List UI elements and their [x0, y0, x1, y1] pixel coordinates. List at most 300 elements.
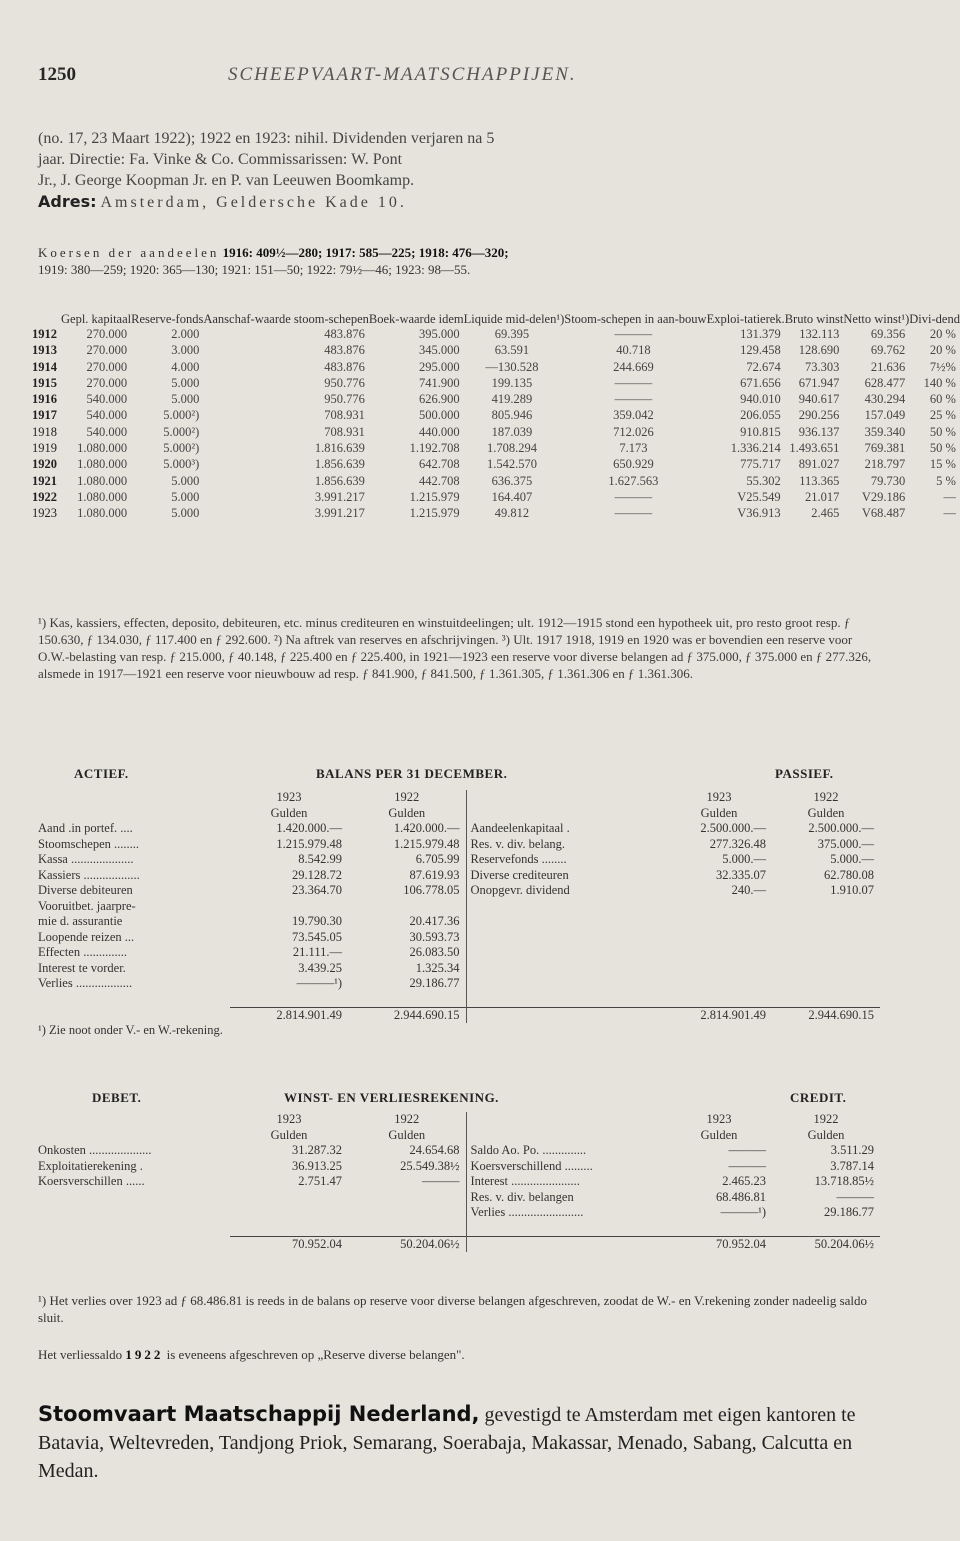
table-cell: 2.465 [811, 506, 840, 521]
table-row [32, 424, 960, 440]
table-cell: 2.000 [171, 327, 200, 341]
asset-label: Kassa .................... [38, 852, 134, 866]
unit-label: Gulden [807, 805, 845, 820]
debit-value: 2.751.47 [298, 1174, 342, 1188]
total-value: 2.944.690.15 [348, 1007, 466, 1023]
table-cell: ——— [614, 506, 653, 521]
unit-label: Gulden [388, 805, 426, 820]
unit-label: Gulden [807, 1127, 845, 1142]
table-cell: 187.039 [491, 424, 533, 439]
table-cell: 69.762 [870, 343, 906, 358]
table-row [38, 1128, 880, 1144]
liability-label: Aandeelenkapitaal . [466, 821, 666, 837]
empty-cell [466, 899, 666, 915]
table-cell: 4.000 [171, 359, 200, 374]
table-cell: 164.407 [491, 489, 533, 504]
table-cell: 3.991.217 [314, 489, 365, 504]
table-row [32, 407, 960, 423]
empty-cell [38, 1007, 230, 1023]
table-cell: 769.381 [864, 441, 906, 456]
table-cell: 650.929 [613, 457, 654, 472]
table-row [38, 1236, 880, 1252]
table-cell: 79.730 [870, 473, 906, 488]
empty-cell [38, 1128, 230, 1144]
table-cell: 359.042 [613, 408, 654, 423]
liability-value: 375.000.— [817, 836, 874, 851]
pl-note-2-year: 1922 [125, 1347, 164, 1362]
total-value: 70.952.04 [230, 1236, 348, 1252]
year-cell: 1913 [32, 343, 57, 358]
table-row [38, 806, 880, 822]
credit-value: ——— [836, 1189, 874, 1204]
column-header: Exploi-tatierek. [706, 312, 785, 326]
table-cell: 500.000 [419, 408, 460, 423]
empty-cell [666, 945, 772, 961]
liability-label: Reservefonds ........ [466, 852, 666, 868]
table-cell: 20 % [929, 327, 956, 341]
column-header: Divi-dend [909, 312, 960, 326]
address-value: Amsterdam, Geldersche Kade 10. [100, 194, 407, 211]
table-cell: 483.876 [324, 359, 365, 374]
table-cell: 1.708.294 [486, 441, 537, 456]
table-cell: 775.717 [740, 457, 781, 472]
empty-cell [772, 899, 880, 915]
table-cell: 7.173 [619, 441, 648, 456]
pl-footnote: ¹) Het verlies over 1923 ad ƒ 68.486.81 is reeds in de balans op reserve voor diverse belangen afgeschreven, zoodat de W.- en V.rekening zonder nadeelig saldo sluit. [38, 1293, 868, 1325]
table-cell: 270.000 [86, 375, 128, 390]
table-cell: — [943, 506, 956, 521]
table-cell: 131.379 [740, 327, 781, 341]
debit-value: 31.287.32 [292, 1143, 342, 1157]
table-cell: 1.493.651 [789, 441, 840, 456]
table-cell: V36.913 [737, 506, 781, 521]
empty-cell [38, 1112, 230, 1128]
liability-label: Res. v. div. belang. [466, 837, 666, 853]
table-cell: 1.336.214 [730, 441, 781, 456]
table-cell: 1.192.708 [409, 441, 460, 456]
column-header: Stoom-schepen in aan-bouw [564, 312, 707, 326]
year-cell: 1923 [32, 506, 57, 521]
total-value: 2.814.901.49 [230, 1007, 348, 1023]
table-row [38, 883, 880, 899]
year-header: 1923 [276, 790, 302, 804]
asset-value: 1.325.34 [415, 960, 460, 975]
table-cell: 270.000 [86, 359, 128, 374]
intro-line-1: (no. 17, 23 Maart 1922); 1922 en 1923: nihil. Dividenden verjaren na 5 [38, 130, 495, 147]
table-row [32, 473, 960, 489]
table-cell: 940.617 [798, 392, 840, 407]
asset-label: Effecten .............. [38, 945, 127, 959]
unit-label: Gulden [388, 1127, 426, 1142]
column-header: Liquide mid-delen¹) [463, 312, 565, 326]
table-row [32, 456, 960, 472]
year-cell: 1915 [32, 375, 57, 390]
table-row [32, 440, 960, 456]
empty-cell [230, 992, 348, 1008]
credit-value: 13.718.85½ [814, 1174, 874, 1188]
year-cell: 1918 [32, 424, 57, 439]
column-header: Gepl. kapitaal [61, 312, 132, 326]
table-cell: 290.256 [798, 408, 840, 423]
table-cell: 1.080.000 [77, 473, 128, 488]
table-cell: 21.017 [805, 489, 840, 504]
table-cell: V29.186 [861, 489, 906, 504]
table-cell: 132.113 [799, 327, 840, 341]
table-cell: ——— [614, 375, 653, 390]
credit-value: 68.486.81 [716, 1189, 766, 1204]
table-row [38, 992, 880, 1008]
table-cell: 7½% [929, 359, 956, 374]
empty-cell [466, 945, 666, 961]
debit-label: Exploitatierekening . [38, 1158, 143, 1173]
column-header [32, 312, 61, 326]
table-row [32, 489, 960, 505]
table-row [38, 1159, 880, 1175]
table-cell: 140 % [923, 375, 956, 390]
balance-left-heading: ACTIEF. [74, 766, 129, 781]
credit-value: 3.511.29 [830, 1143, 874, 1157]
credit-value: 3.787.14 [830, 1158, 874, 1173]
year-header: 1923 [276, 1112, 302, 1126]
table-cell: 69.356 [870, 327, 906, 341]
share-prices-label: Koersen der aandeelen [38, 245, 220, 260]
year-cell: 1922 [32, 489, 57, 504]
pl-note-2-pre: Het verliessaldo [38, 1347, 123, 1362]
table-row [32, 359, 960, 375]
liability-value: 5.000.— [830, 852, 874, 866]
table-cell: 50 % [929, 424, 956, 439]
asset-value: 1.215.979.48 [276, 836, 342, 851]
table-cell: 1.215.979 [409, 489, 460, 504]
empty-cell [230, 1221, 348, 1237]
year-header: 1923 [706, 790, 732, 804]
empty-cell [466, 790, 666, 806]
asset-label: Kassiers .................. [38, 867, 140, 882]
page-header [38, 64, 868, 94]
column-header: Bruto winst [784, 312, 844, 326]
table-row [32, 326, 960, 342]
table-cell: 708.931 [324, 408, 365, 423]
exploitation-table [32, 312, 960, 522]
empty-cell [772, 930, 880, 946]
liability-label: Onopgevr. dividend [466, 883, 666, 899]
table-row [38, 1112, 880, 1128]
table-cell: 295.000 [419, 359, 460, 374]
table-cell: 805.946 [491, 408, 533, 423]
table-row [38, 899, 880, 915]
table-cell: 642.708 [419, 457, 460, 472]
balance-title: BALANS PER 31 DECEMBER. [316, 766, 508, 781]
page-number: 1250 [38, 64, 76, 85]
asset-value: 19.790.30 [292, 914, 342, 928]
empty-cell [466, 1221, 666, 1237]
empty-cell [772, 992, 880, 1008]
table-row [38, 852, 880, 868]
table-cell: 1.080.000 [77, 457, 128, 472]
table-row [38, 1007, 880, 1023]
empty-cell [348, 1190, 466, 1206]
table-row [38, 868, 880, 884]
credit-value: 2.465.23 [722, 1174, 766, 1188]
unit-label: Gulden [700, 1127, 738, 1142]
asset-value: 1.420.000.— [393, 821, 460, 835]
asset-value: ———¹) [296, 976, 342, 990]
asset-label: mie d. assurantie [38, 914, 123, 928]
table-cell: 128.690 [798, 343, 840, 358]
unit-label: Gulden [700, 805, 738, 820]
table-row [38, 1190, 880, 1206]
column-header: Netto winst¹) [843, 312, 910, 326]
intro-paragraph [38, 128, 872, 213]
year-cell: 1919 [32, 441, 57, 456]
table-cell: 626.900 [419, 392, 460, 407]
table-cell: 950.776 [324, 375, 365, 390]
year-header: 1922 [813, 790, 839, 804]
table-cell: 270.000 [86, 327, 128, 341]
table-row [38, 1205, 880, 1221]
table-cell: 483.876 [324, 343, 365, 358]
share-prices-values-1: 1916: 409½—280; 1917: 585—225; 1918: 476—320; [222, 245, 509, 260]
table-cell: 199.135 [491, 375, 533, 390]
total-value: 50.204.06½ [772, 1236, 880, 1252]
asset-value: 30.593.73 [409, 929, 460, 944]
table-cell: 910.815 [740, 424, 781, 439]
asset-value: 8.542.99 [298, 852, 342, 866]
credit-label: Verlies ........................ [466, 1205, 666, 1221]
running-title: SCHEEPVAART-MAATSCHAPPIJEN. [228, 64, 577, 85]
year-cell: 1916 [32, 392, 57, 407]
table-cell: 3.000 [171, 343, 200, 358]
table-cell: 628.477 [864, 375, 906, 390]
table-row [38, 837, 880, 853]
table-row [38, 945, 880, 961]
balance-note: ¹) Zie noot onder V.- en W.-rekening. [38, 1023, 223, 1037]
empty-cell [466, 1236, 666, 1252]
table-cell: 5.000 [171, 473, 200, 488]
table-cell: 5.000 [171, 506, 200, 521]
table-cell: 359.340 [864, 424, 906, 439]
year-cell: 1914 [32, 359, 57, 374]
empty-cell [348, 1205, 466, 1221]
pl-note-2-post: is eveneens afgeschreven op „Reserve diverse belangen". [166, 1347, 465, 1362]
liability-value: 1.910.07 [830, 883, 874, 897]
table-cell: ——— [614, 327, 653, 341]
company-description: gevestigd te Amsterdam met eigen kantoren te Batavia, Weltevreden, Tandjong Priok, Semarang, Soerabaja, Makassar, Menado, Sabang, Calcutta en Medan. [38, 1404, 856, 1482]
table-cell: 712.026 [613, 424, 654, 439]
table-cell: 1.542.570 [486, 457, 537, 472]
asset-value: 6.705.99 [415, 852, 460, 866]
pl-note-2 [38, 1346, 872, 1363]
asset-value: 1.420.000.— [276, 821, 342, 835]
table-cell: ——— [614, 392, 653, 407]
debit-label: Koersverschillen ...... [38, 1174, 145, 1188]
table-cell: V25.549 [737, 489, 781, 504]
table-cell: 1.856.639 [314, 473, 365, 488]
empty-cell [38, 992, 230, 1008]
asset-value: 21.111.— [292, 945, 342, 959]
table-cell: 5.000³) [163, 457, 200, 472]
liability-value: 2.500.000.— [700, 821, 766, 835]
table-cell: 55.302 [746, 473, 781, 488]
address-label: Adres: [38, 192, 97, 211]
table-row [38, 1174, 880, 1190]
asset-label: Diverse debiteuren [38, 883, 133, 897]
empty-cell [38, 1236, 230, 1252]
empty-cell [466, 1007, 666, 1023]
table-cell: 419.289 [491, 392, 533, 407]
year-cell: 1920 [32, 457, 57, 472]
liability-label: Diverse crediteuren [466, 868, 666, 884]
empty-cell [466, 806, 666, 822]
table-cell: 218.797 [864, 457, 906, 472]
footnote-exploitation: ¹) Kas, kassiers, effecten, deposito, debiteuren, etc. minus crediteuren en winstuitdeelingen; ult. 1912—1915 stond een hypotheek uit, pro resto groot resp. ƒ 150.630, ƒ 134.030, ƒ 117.400 en ƒ 292.600. ²) Na aftrek van reserves en afschrijvingen. ³) Ult. 1917 1918, 1919 en 1920 was er bovendien een reserve voor O.W.-belasting van resp. ƒ 215.000, ƒ 40.148, ƒ 225.400 en ƒ 225.400, in 1921—1923 een reserve voor diverse belangen ad ƒ 375.000, ƒ 375.000 en ƒ 277.326, alsmede in 1917—1921 een reserve voor nieuwbouw ad resp. ƒ 841.900, ƒ 841.500, ƒ 1.361.305, ƒ 1.361.306 en ƒ 1.361.306. [38, 615, 872, 681]
table-cell: 157.049 [864, 408, 906, 423]
table-cell: 270.000 [86, 343, 128, 358]
total-value: 50.204.06½ [348, 1236, 466, 1252]
empty-cell [466, 930, 666, 946]
table-row [38, 930, 880, 946]
table-cell: 113.365 [799, 473, 840, 488]
table-cell: 60 % [929, 392, 956, 407]
empty-cell [666, 914, 772, 930]
table-cell: 1.080.000 [77, 506, 128, 521]
pl-title: WINST- EN VERLIESREKENING. [284, 1090, 499, 1105]
intro-line-3: Jr., J. George Koopman Jr. en P. van Leeuwen Boomkamp. [38, 172, 415, 189]
balance-right-heading: PASSIEF. [775, 766, 834, 781]
year-header: 1922 [813, 1112, 839, 1126]
address-line [38, 191, 872, 213]
balance-table [38, 790, 880, 1039]
year-cell: 1912 [32, 327, 57, 341]
empty-cell [38, 1221, 230, 1237]
table-cell: 63.591 [494, 343, 530, 358]
table-cell: 940.010 [740, 392, 781, 407]
table-cell: 430.294 [864, 392, 906, 407]
table-row [32, 505, 960, 521]
table-cell: 395.000 [419, 327, 460, 341]
empty-cell [466, 1128, 666, 1144]
table-cell: —130.528 [485, 359, 539, 374]
table-cell: 5 % [936, 473, 956, 488]
column-header: Aanschaf-waarde stoom-schepen [203, 312, 369, 326]
table-cell: 671.656 [740, 375, 781, 390]
table-cell: 15 % [929, 457, 956, 472]
empty-cell [666, 899, 772, 915]
table-cell: 1.856.639 [314, 457, 365, 472]
asset-value: 106.778.05 [403, 883, 460, 897]
empty-cell [772, 945, 880, 961]
debit-value: 36.913.25 [292, 1158, 342, 1173]
credit-label: Saldo Ao. Po. .............. [466, 1143, 666, 1159]
asset-value [230, 899, 348, 915]
liability-value: 2.500.000.— [808, 821, 874, 835]
asset-value: 29.128.72 [292, 867, 342, 882]
credit-value: ——— [728, 1143, 766, 1157]
total-value: 70.952.04 [666, 1236, 772, 1252]
profit-loss-table [38, 1112, 880, 1252]
table-cell: 483.876 [324, 327, 365, 341]
table-cell: 25 % [929, 408, 956, 423]
empty-cell [466, 976, 666, 992]
table-row [38, 1221, 880, 1237]
asset-label: Verlies .................. [38, 976, 133, 990]
year-cell: 1917 [32, 408, 57, 423]
table-cell: 671.947 [798, 375, 840, 390]
empty-cell [772, 1221, 880, 1237]
share-prices [38, 244, 872, 278]
asset-label: Stoomschepen ........ [38, 836, 140, 851]
table-cell: 1.627.563 [608, 473, 659, 488]
table-cell: 540.000 [86, 424, 128, 439]
debit-label: Onkosten .................... [38, 1143, 152, 1157]
table-row [38, 790, 880, 806]
credit-value: ———¹) [720, 1205, 766, 1219]
table-cell: 244.669 [613, 359, 654, 374]
table-cell: 5.000 [171, 392, 200, 407]
asset-label: Vooruitbet. jaarpre- [38, 898, 136, 913]
table-cell: 20 % [929, 343, 956, 358]
asset-value: 23.364.70 [292, 883, 342, 897]
table-row [38, 1143, 880, 1159]
share-prices-line-1 [38, 244, 872, 261]
empty-cell [466, 1112, 666, 1128]
credit-value: 29.186.77 [824, 1205, 874, 1219]
intro-line-2: jaar. Directie: Fa. Vinke & Co. Commissarissen: W. Pont [38, 151, 403, 168]
pl-left-heading: DEBET. [92, 1090, 142, 1105]
table-cell: 540.000 [86, 408, 128, 423]
debit-value: ——— [422, 1174, 460, 1188]
unit-label: Gulden [270, 805, 308, 820]
table-cell: 3.991.217 [314, 506, 365, 521]
table-cell: 5.000 [171, 489, 200, 504]
empty-cell [466, 914, 666, 930]
liability-value: 32.335.07 [716, 867, 766, 882]
empty-cell [772, 914, 880, 930]
table-cell: 442.708 [419, 473, 460, 488]
table-cell: 5.000²) [163, 408, 200, 423]
empty-cell [230, 1205, 348, 1221]
table-cell: ——— [614, 489, 653, 504]
table-cell: 21.636 [870, 359, 906, 374]
table-row [38, 821, 880, 837]
asset-value: 87.619.93 [409, 867, 460, 882]
table-cell: 936.137 [798, 424, 840, 439]
total-value: 2.944.690.15 [772, 1007, 880, 1023]
empty-cell [772, 961, 880, 977]
column-header: Reserve-fonds [131, 312, 204, 326]
year-header: 1923 [706, 1112, 732, 1126]
empty-cell [666, 992, 772, 1008]
empty-cell [38, 790, 230, 806]
debit-value: 25.549.38½ [400, 1158, 460, 1173]
table-cell: 73.303 [805, 359, 840, 374]
total-value: 2.814.901.49 [666, 1007, 772, 1023]
table-cell: 540.000 [86, 392, 128, 407]
year-header: 1922 [394, 1112, 420, 1126]
empty-cell [230, 1190, 348, 1206]
asset-label: Interest te vorder. [38, 960, 126, 975]
pl-right-heading: CREDIT. [790, 1090, 847, 1105]
empty-cell [38, 806, 230, 822]
table-cell: 50 % [929, 441, 956, 456]
table-cell: 5.000 [171, 375, 200, 390]
table-cell: 741.900 [419, 375, 460, 390]
table-cell: 345.000 [419, 343, 460, 358]
empty-cell [466, 992, 666, 1008]
table-row [38, 961, 880, 977]
empty-cell [466, 961, 666, 977]
table-cell: 69.395 [494, 327, 530, 341]
